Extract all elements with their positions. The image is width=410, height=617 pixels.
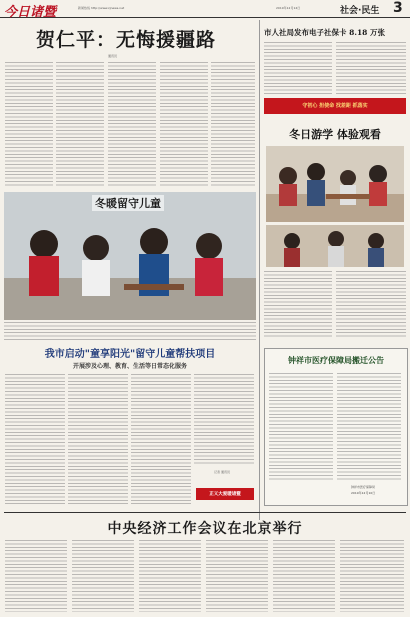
photo-label: 冬暖留守儿童 [92, 195, 164, 211]
classroom-illustration-2 [266, 225, 404, 267]
right-top-headline: 市人社局发布电子社保卡 8.18 万张 [264, 28, 385, 37]
children-illustration [4, 192, 256, 320]
top-story-column-1 [5, 62, 53, 188]
right-top-column-2 [336, 42, 406, 94]
slogan-banner [264, 98, 406, 114]
page-number: 3 [393, 0, 403, 16]
notice-body-2 [337, 373, 401, 481]
winter-photo-bottom [266, 225, 404, 267]
left-story-column-3 [131, 374, 191, 506]
masthead [0, 0, 410, 18]
top-story-column-2 [56, 62, 104, 188]
winter-photo-top [266, 146, 404, 222]
left-story-column-4 [194, 374, 254, 466]
bottom-story-column-4 [206, 540, 268, 612]
bottom-rule [4, 512, 406, 513]
notice-body-1 [269, 373, 333, 481]
notice-date: 2019年12月10日 [351, 491, 376, 495]
column-divider [259, 20, 260, 520]
top-story-column-5 [211, 62, 255, 186]
top-story-headline: 贺仁平：无悔援疆路 [35, 29, 216, 51]
section-title: 社会·民生 [340, 6, 380, 16]
winter-sport-title: 冬日游学 体验观看 [289, 128, 381, 141]
bottom-story-column-6 [340, 540, 404, 612]
notice-headline: 钟祥市医疗保障局搬迁公告 [288, 355, 384, 365]
classroom-illustration-1 [266, 146, 404, 222]
top-story-byline: 通讯员 [108, 54, 118, 58]
ad-box [196, 488, 254, 500]
masthead-meta: 新闻热线 http://www.zjnews.net [78, 6, 125, 10]
left-story-credit: 记者 通讯员 [214, 470, 230, 474]
left-story-headline: 我市启动"童享阳光"留守儿童帮扶项目 [44, 349, 216, 360]
bottom-story-headline: 中央经济工作会议在北京举行 [107, 521, 303, 537]
left-story-column-2 [68, 374, 128, 506]
paper-name: 今日诸暨 [4, 5, 57, 20]
bottom-story-column-3 [139, 540, 201, 612]
bottom-story-column-2 [72, 540, 134, 612]
top-story-column-3 [108, 62, 156, 188]
left-photo-main [4, 192, 256, 320]
right-top-column-1 [264, 42, 332, 94]
bottom-story-column-5 [273, 540, 335, 612]
slogan-text: 守初心 担使命 找差距 抓落实 [302, 103, 368, 109]
ad-box-text: 正义大爱暖诸暨 [209, 492, 241, 497]
right-mid-column-2 [336, 271, 406, 337]
top-story-column-4 [160, 62, 208, 188]
bottom-story-column-1 [5, 540, 67, 612]
issue-date: 2019年12月14日 [276, 6, 301, 10]
notice-org: 钟祥市医疗保障局 [351, 485, 376, 489]
right-mid-column-1 [264, 271, 332, 337]
left-story-subheadline: 开展涉及心理、教育、生活等日常态化服务 [72, 363, 187, 370]
left-story-column-1 [5, 374, 65, 506]
photo-caption [4, 322, 256, 340]
notice-box [264, 348, 408, 506]
